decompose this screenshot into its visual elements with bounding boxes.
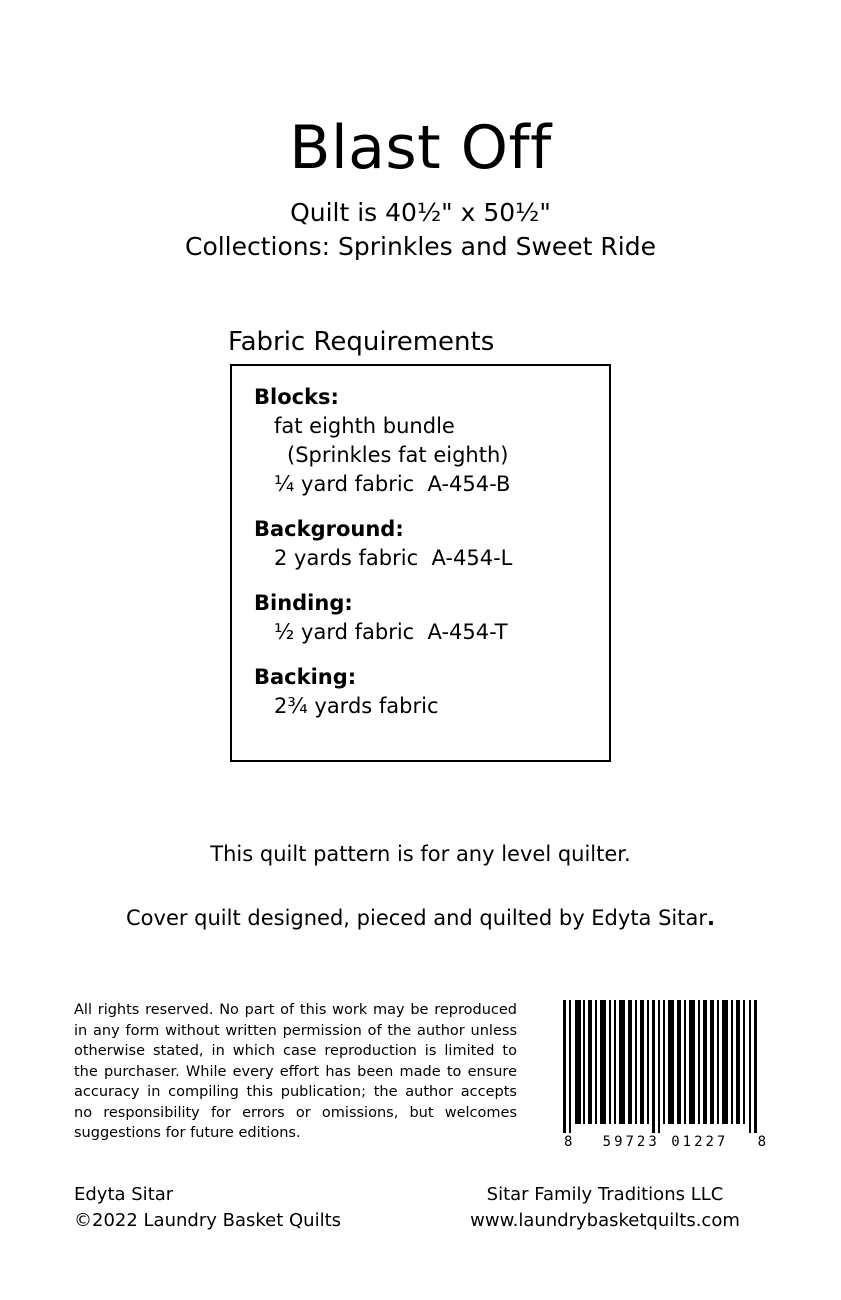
designer-credit-note (0, 906, 841, 930)
fabric-group-line: fat eighth bundle (274, 413, 455, 438)
fabric-group-line: 2 yards fabric A-454-L (274, 545, 513, 570)
footer-company: Sitar Family Traditions LLC (486, 1184, 724, 1205)
fabric-group-blocks (254, 383, 609, 499)
fabric-group-line: (Sprinkles fat eighth) (287, 442, 509, 467)
fabric-group-line: 2¾ yards fabric (274, 693, 439, 718)
fabric-requirements-heading: Fabric Requirements (228, 327, 495, 357)
barcode-bars-icon (563, 1000, 768, 1133)
barcode-right-digit: 8 (757, 1134, 767, 1150)
footer-left (74, 1182, 341, 1234)
skill-level-note: This quilt pattern is for any level quilter. (210, 842, 631, 866)
fabric-group-binding (254, 589, 609, 647)
barcode-left-digit: 8 (564, 1134, 574, 1150)
fabric-group-backing (254, 663, 609, 721)
fabric-group-background (254, 515, 609, 573)
fabric-group-line: ¼ yard fabric A-454-B (274, 471, 511, 496)
fabric-group-label: Backing: (254, 664, 357, 689)
fabric-requirements-list (232, 366, 609, 721)
barcode-middle-digits: 59723 01227 (602, 1134, 729, 1150)
legal-paragraph: All rights reserved. No part of this work may be reproduced in any form without written permission of the author unless otherwise stated, in which case reproduction is limited to the purchaser. While every effort has been made to ensure accuracy in compiling this publication; the author accepts no responsibility for errors or omissions, but welcomes suggestions for future editions. (74, 1002, 517, 1142)
collections-text: Collections: Sprinkles and Sweet Ride (184, 232, 656, 261)
page-title: Blast Off (289, 113, 552, 183)
fabric-requirements-box (230, 364, 611, 762)
footer-author: Edyta Sitar (74, 1184, 174, 1205)
designer-credit-text: Cover quilt designed, pieced and quilted by Edyta Sitar (126, 906, 707, 930)
footer-copyright: ©2022 Laundry Basket Quilts (74, 1210, 342, 1232)
fabric-group-line: ½ yard fabric A-454-T (274, 619, 508, 644)
barcode (563, 1000, 768, 1150)
fabric-group-label: Blocks: (254, 385, 339, 409)
quilt-size-text: Quilt is 40½" x 50½" (290, 198, 551, 227)
fabric-group-label: Background: (254, 516, 404, 541)
barcode-number (563, 1134, 768, 1150)
fabric-group-label: Binding: (254, 590, 353, 615)
designer-credit-period: . (707, 906, 715, 930)
footer-right (440, 1182, 770, 1234)
footer-website: www.laundrybasketquilts.com (470, 1210, 740, 1232)
